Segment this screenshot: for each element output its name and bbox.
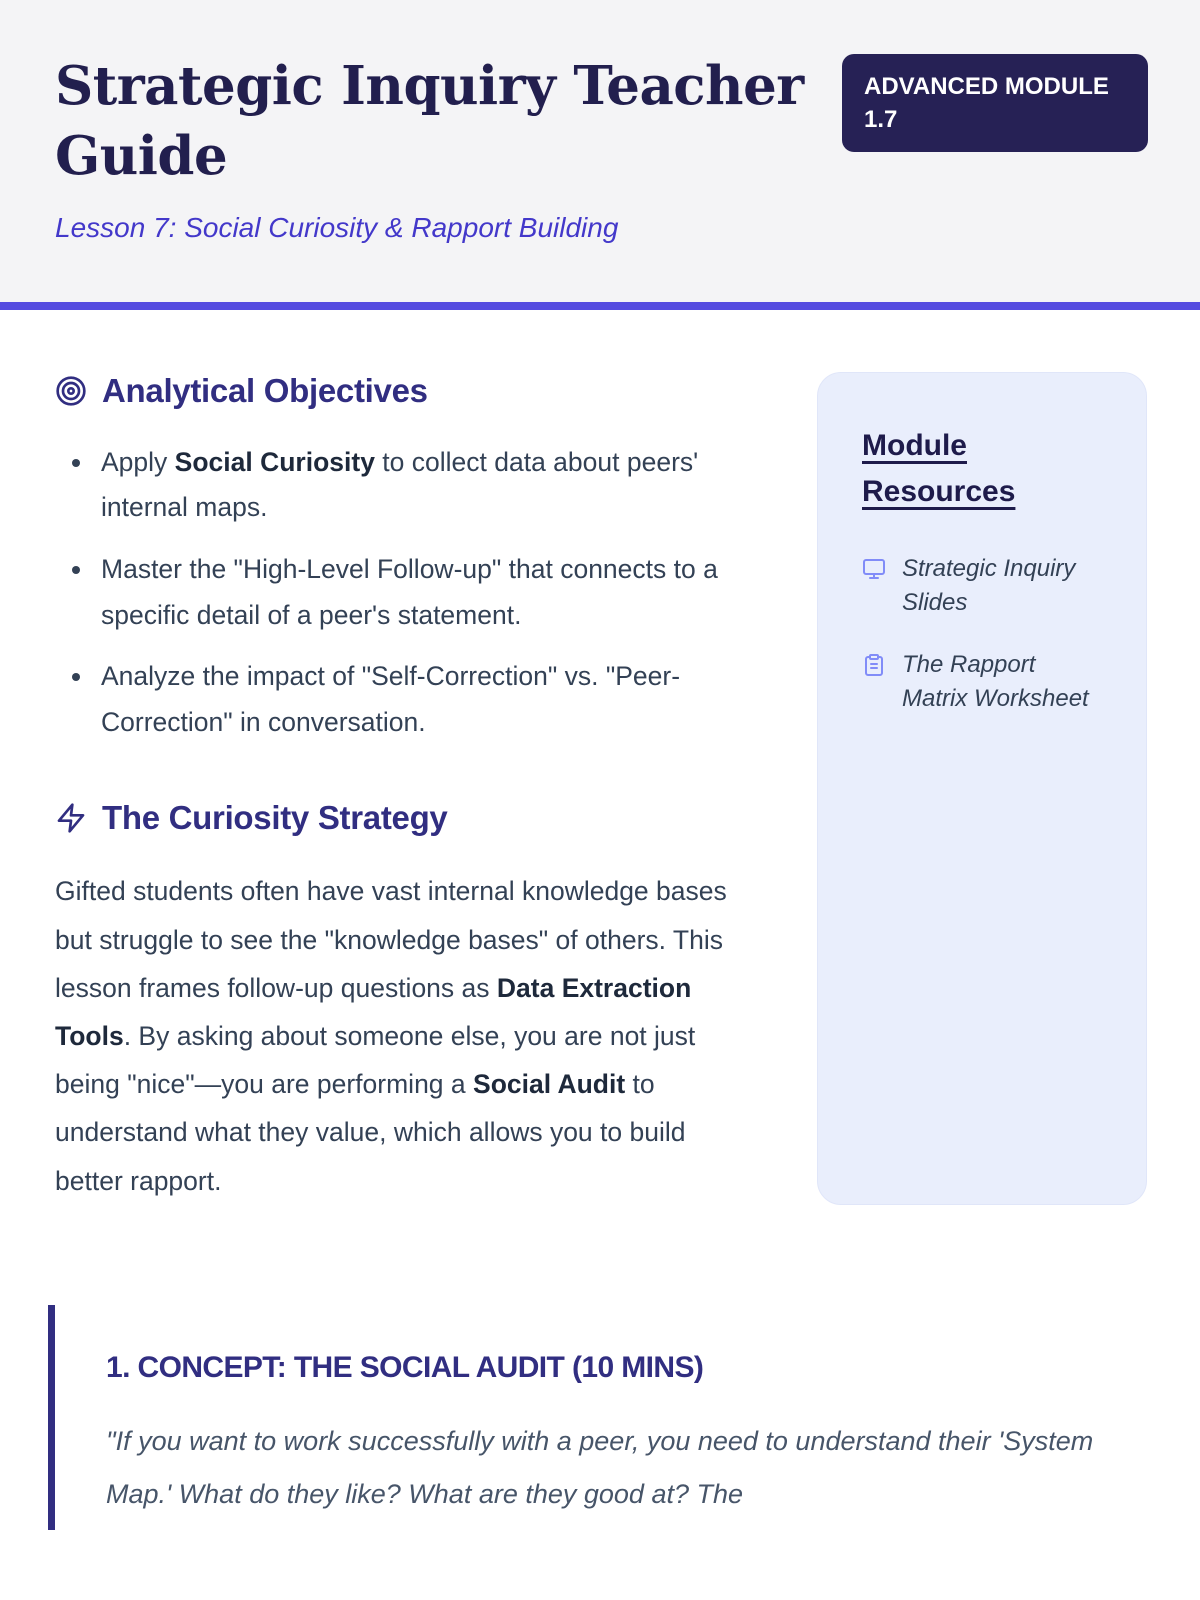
resource-label: Strategic Inquiry Slides <box>902 554 1076 616</box>
target-icon <box>55 375 87 407</box>
clipboard-icon <box>862 653 886 677</box>
page-title: Strategic Inquiry Teacher Guide <box>55 55 804 187</box>
module-resources-panel <box>817 372 1147 1205</box>
strategy-paragraph: Gifted students often have vast internal knowledge bases but struggle to see the "knowledge bases" of others. This lesson frames follow-up questions as Data Extraction Tools. By asking about someone else, you are not just being "nice"—you are performing a Social Audit to understand what they value, which allows you to build better rapport. <box>55 876 727 1196</box>
monitor-icon <box>862 557 886 581</box>
content-area <box>0 310 1200 1205</box>
strategy-heading-label: The Curiosity Strategy <box>102 799 448 837</box>
main-column <box>55 372 755 1205</box>
objectives-heading <box>55 372 755 410</box>
concept-heading: 1. CONCEPT: THE SOCIAL AUDIT (10 MINS) <box>106 1350 704 1384</box>
concept-section <box>48 1305 1148 1530</box>
resource-item-worksheet <box>862 648 1106 716</box>
objectives-list <box>55 440 755 745</box>
lesson-subtitle: Lesson 7: Social Curiosity & Rapport Building <box>55 211 619 243</box>
objectives-heading-label: Analytical Objectives <box>102 371 428 409</box>
objectives-section <box>55 372 755 745</box>
resources-heading: Module Resources <box>862 428 1016 509</box>
strategy-heading <box>55 799 755 837</box>
strategy-section <box>55 799 755 1205</box>
objective-item: • Master the "High-Level Follow-up" that connects to a specific detail of a peer's statement. <box>95 547 755 638</box>
concept-quote: "If you want to work successfully with a peer, you need to understand their 'System Map.' What do they like? What are they good at? The <box>106 1425 1094 1509</box>
objective-item: • Apply Social Curiosity to collect data about peers' internal maps. <box>95 440 755 531</box>
page-header <box>0 0 1200 310</box>
resource-item-slides <box>862 552 1106 620</box>
objective-item: • Analyze the impact of "Self-Correction" vs. "Peer-Correction" in conversation. <box>95 654 755 745</box>
module-badge: ADVANCED MODULE 1.7 <box>842 54 1148 152</box>
zap-icon <box>55 802 87 834</box>
resource-label: The Rapport Matrix Worksheet <box>902 651 1089 713</box>
